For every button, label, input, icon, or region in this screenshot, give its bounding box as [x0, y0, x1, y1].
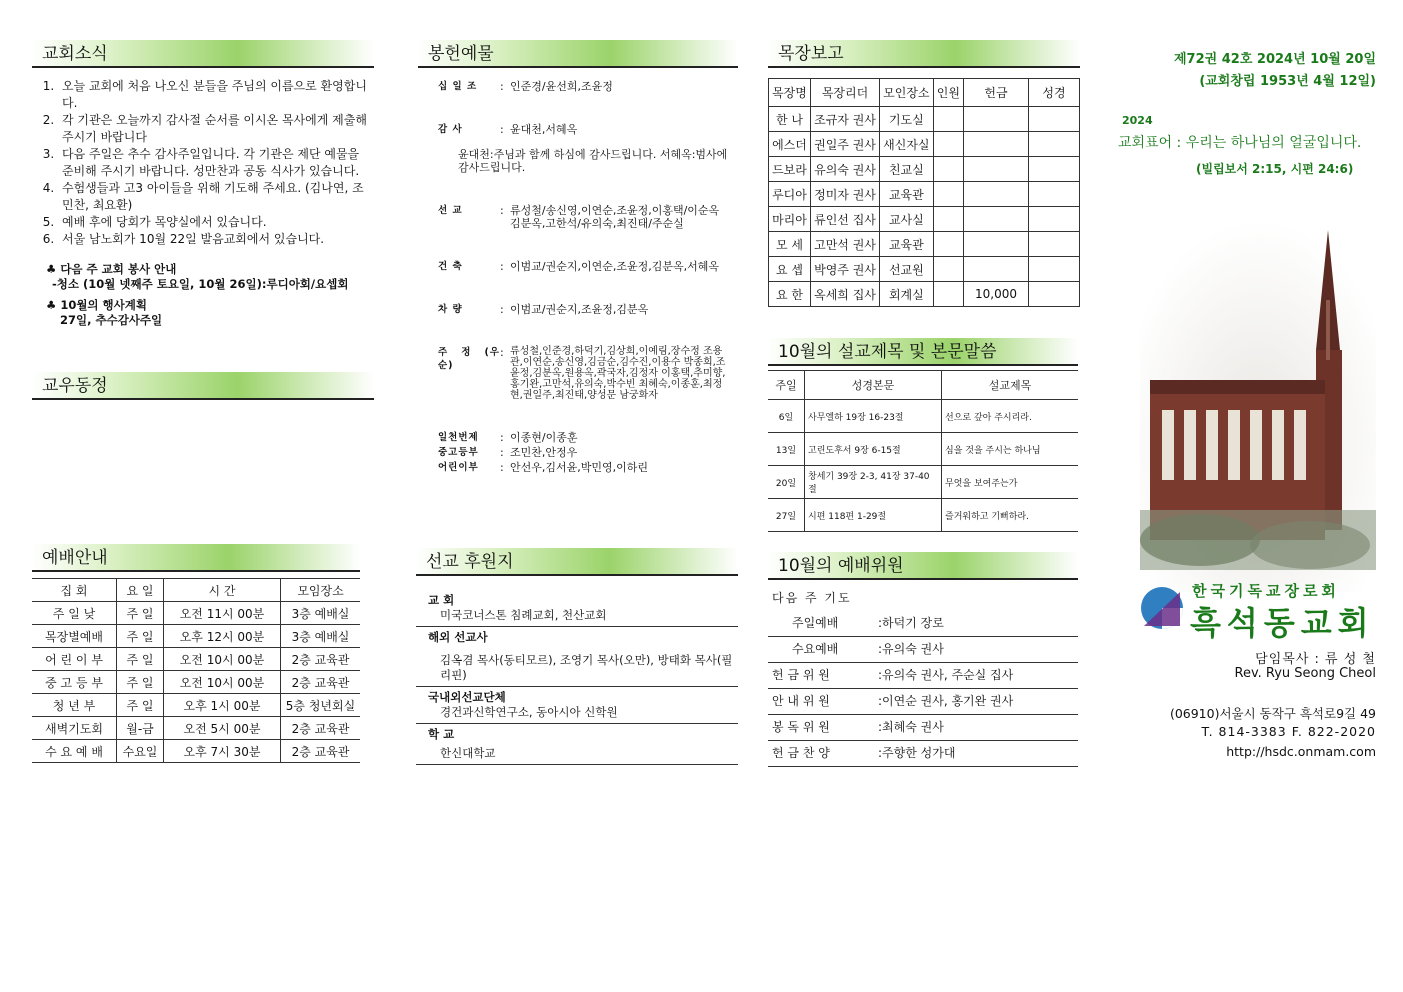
table-row	[32, 625, 360, 648]
cell: 5층 청년회실	[281, 694, 361, 717]
cell: 오후 12시 00분	[164, 625, 281, 648]
cell: 주 일	[117, 625, 164, 648]
cell: 드보라	[769, 157, 811, 182]
mission-group-head: 교 회	[428, 593, 455, 607]
founded-line: (교회창립 1953년 4월 12일)	[1199, 74, 1376, 89]
cell	[964, 107, 1029, 132]
worship-table	[32, 578, 360, 763]
cell: 권일주 권사	[810, 132, 879, 157]
duty-label: 수요예배	[792, 642, 839, 656]
worship-duty-section	[768, 552, 1078, 767]
cell: 어 린 이 부	[32, 648, 117, 671]
offering-label: 차 량	[438, 304, 463, 315]
cell	[933, 132, 963, 157]
cell	[1029, 132, 1080, 157]
sermons-section	[768, 338, 1078, 532]
column-header: 목장명	[769, 79, 811, 107]
cell	[933, 282, 963, 307]
duty-label: 헌 금 찬 양	[772, 746, 830, 760]
notice-heading: ♣ 다음 주 교회 봉사 안내	[46, 262, 177, 276]
cell	[933, 257, 963, 282]
cell: 교육관	[880, 232, 934, 257]
member-news-section	[32, 372, 374, 400]
list-item: 1. 오늘 교회에 처음 나오신 분들을 주님의 이름으로 환영합니다.	[58, 78, 374, 112]
offering-label: 어린이부	[438, 462, 479, 473]
section-title: 목장보고	[778, 44, 844, 64]
table-row	[32, 717, 360, 740]
cell: 회계실	[880, 282, 934, 307]
duty-value: 주향한 성가대	[882, 746, 956, 760]
cell: 13일	[768, 433, 805, 466]
section-title: 봉헌예물	[428, 44, 494, 64]
offering-value: 안선우,김서윤,박민영,이하린	[510, 461, 649, 474]
section-header	[32, 372, 374, 400]
duty-value: 유의숙 권사, 주순실 집사	[882, 668, 1014, 682]
cell: 류인선 집사	[810, 207, 879, 232]
cell: 옥세희 집사	[810, 282, 879, 307]
shepherd-report-section	[768, 40, 1080, 307]
section-title: 예배안내	[42, 548, 108, 568]
table-header-row	[769, 79, 1080, 107]
cell: 오후 7시 30분	[164, 740, 281, 763]
cell: 주 일	[117, 671, 164, 694]
cell: 에스더	[769, 132, 811, 157]
cell: 오전 10시 00분	[164, 648, 281, 671]
mission-list	[416, 590, 738, 765]
motto: 교회표어 : 우리는 하나님의 얼굴입니다.	[1118, 135, 1362, 151]
table-row	[768, 400, 1078, 433]
cell	[964, 157, 1029, 182]
table-row	[769, 132, 1080, 157]
cell: 선교원	[880, 257, 934, 282]
list-item: 2. 각 기관은 오늘까지 감사절 순서를 이시온 목사에게 제출해 주시기 바랍니다	[58, 112, 374, 146]
column-header: 성경본문	[805, 371, 942, 400]
motto-verse: (빌립보서 2:15, 시편 24:6)	[1196, 162, 1354, 176]
table-header-row	[32, 579, 360, 602]
section-header	[768, 338, 1078, 366]
cell: 요 한	[769, 282, 811, 307]
pastor-en: Rev. Ryu Seong Cheol	[1234, 666, 1376, 681]
table-row	[769, 157, 1080, 182]
offering-label: 선 교	[438, 205, 463, 216]
table-row	[32, 648, 360, 671]
cell: 월-금	[117, 717, 164, 740]
cell: 교사실	[880, 207, 934, 232]
cell	[1029, 157, 1080, 182]
section-header	[416, 548, 738, 576]
cell: 박영주 권사	[810, 257, 879, 282]
column-header: 시 간	[164, 579, 281, 602]
cell	[933, 107, 963, 132]
cell: 주 일 낮	[32, 602, 117, 625]
section-header	[32, 544, 360, 572]
cell: 3층 예배실	[281, 602, 361, 625]
worship-guide-section	[32, 544, 360, 763]
cell	[1029, 107, 1080, 132]
cell	[964, 132, 1029, 157]
cell: 정미자 권사	[810, 182, 879, 207]
table-header-row	[768, 371, 1078, 400]
table-row	[769, 207, 1080, 232]
cell: 루디아	[769, 182, 811, 207]
motto-year: 2024	[1122, 114, 1153, 127]
offering-note: 윤대천:주님과 함께 하심에 감사드립니다. 서혜옥:범사에 감사드립니다.	[458, 148, 728, 174]
column-header: 인원	[933, 79, 963, 107]
mission-group-head: 학 교	[428, 727, 455, 741]
notice-body: -청소 (10월 넷째주 토요일, 10월 26일):루디아회/요셉회	[52, 277, 349, 291]
cell: 20일	[768, 466, 805, 499]
cell: 2층 교육관	[281, 648, 361, 671]
column-header: 목장리더	[810, 79, 879, 107]
offering-value: 류성철/송신영,이연순,조윤정,이홍택/이순옥 김분옥,고한석/유의숙,최진태/주순실	[510, 204, 720, 230]
news-list	[32, 78, 374, 248]
cell: 시편 118편 1-29절	[805, 499, 942, 532]
church-name: 흑석동교회	[1190, 604, 1375, 642]
duty-label: 봉 독 위 원	[772, 720, 830, 734]
cell: 청 년 부	[32, 694, 117, 717]
duty-list: 다음 주 기도 주일예배 : 하덕기 장로 수요예배 : 유의숙 권사 헌 금 위 원 : 유의숙 권사, 주순실 집사 안 내 위 원 : 이연순 권사, 홍기완 권사 봉 독 위 원 : 최혜숙 권사 헌 금 찬 양 : 주향한 성가대	[768, 586, 1078, 767]
duty-label: 주일예배	[792, 616, 839, 630]
column-header: 모인장소	[880, 79, 934, 107]
cell: 6일	[768, 400, 805, 433]
cell: 수 요 예 배	[32, 740, 117, 763]
offerings-list: 십 일 조 : 인준경/윤선희,조윤정 감 사 : 윤대천,서혜옥 윤대천:주님과 함께 하심에 감사드립니다. 서혜옥:범사에 감사드립니다. 선 교 : 류성철/송신영,이연순,조윤정,이홍택/이순옥 김분옥,고한석/유의숙,최진태/주순실 건 축 : 이범교/권순지,이연순,조윤정,김분옥,서혜옥 차 량 : 이범교/권순지,조윤정,김분옥 주 정 (우 순) : 류성철,인준경,하덕기,김상희,이예림,장수정 조용관,이연순,송신영,김금순,김수진,이용수 박종희,조윤정,김분옥,원용옥,곽국자,김정자 이홍택,추미향,홍기완,고만석,유의숙,박수빈 최혜숙,이종훈,최정현,권일주,최진태,양성문 남궁화자 일천번제 : 이종현/이종훈 중고등부 : 조민찬,안정우 어린이부 : 안선우,김서윤,박민영,이하린	[438, 80, 728, 474]
section-title: 교우동정	[42, 376, 108, 396]
mission-group-body: 경건과신학연구소, 동아시아 신학원	[416, 705, 738, 724]
cell: 새신자실	[880, 132, 934, 157]
cell: 요 셉	[769, 257, 811, 282]
table-row	[769, 107, 1080, 132]
table-row	[769, 257, 1080, 282]
duty-value: 이연순 권사, 홍기완 권사	[882, 694, 1014, 708]
column-header: 요 일	[117, 579, 164, 602]
table-row	[769, 182, 1080, 207]
table-row	[768, 499, 1078, 532]
cell: 친교실	[880, 157, 934, 182]
mission-group-body: 미국코너스톤 침례교회, 천산교회	[416, 608, 738, 627]
cell	[964, 232, 1029, 257]
denomination: 한국기독교장로회	[1192, 582, 1340, 600]
section-title: 선교 후원지	[426, 552, 514, 572]
cell: 오전 5시 00분	[164, 717, 281, 740]
list-item: 4. 수험생들과 고3 아이들을 위해 기도해 주세요. (김나연, 조민찬, 최요환)	[58, 180, 374, 214]
section-header	[418, 40, 738, 68]
duty-label: 헌 금 위 원	[772, 668, 830, 682]
cell	[1029, 232, 1080, 257]
cell: 27일	[768, 499, 805, 532]
mission-group-head: 국내외선교단체	[428, 690, 506, 704]
cell	[964, 207, 1029, 232]
cell: 고린도후서 9장 6-15절	[805, 433, 942, 466]
notice-body: 27일, 추수감사주일	[60, 313, 163, 327]
cell: 2층 교육관	[281, 740, 361, 763]
offering-label: 십 일 조	[438, 81, 478, 92]
sermons-table	[768, 370, 1078, 532]
offering-label: 건 축	[438, 261, 463, 272]
offering-value: 윤대천,서혜옥	[510, 123, 578, 136]
issue-line: 제72권 42호 2024년 10월 20일	[1174, 52, 1376, 67]
offering-value: 이범교/권순지,이연순,조윤정,김분옥,서혜옥	[510, 260, 719, 273]
cell: 모 세	[769, 232, 811, 257]
section-title: 10월의 예배위원	[778, 556, 904, 576]
offerings-section	[418, 40, 738, 474]
cell: 2층 교육관	[281, 671, 361, 694]
cell: 오후 1시 00분	[164, 694, 281, 717]
cell: 2층 교육관	[281, 717, 361, 740]
table-row	[32, 671, 360, 694]
column-header: 모임장소	[281, 579, 361, 602]
shepherd-table	[768, 78, 1080, 307]
church-news-section	[32, 40, 374, 328]
cell: 오전 10시 00분	[164, 671, 281, 694]
table-row	[32, 740, 360, 763]
cell	[964, 257, 1029, 282]
cell: 3층 예배실	[281, 625, 361, 648]
cell	[1029, 182, 1080, 207]
column-header: 주일	[768, 371, 805, 400]
mission-group-body: 김옥겸 목사(동티모르), 조영기 목사(오만), 방태화 목사(필리핀)	[416, 645, 738, 687]
duty-value: 최혜숙 권사	[882, 720, 944, 734]
offering-label: 감 사	[438, 124, 463, 135]
offering-label: 주 정 (우 순)	[438, 347, 500, 371]
table-row	[769, 282, 1080, 307]
cell: 목장별예배	[32, 625, 117, 648]
table-row	[768, 466, 1078, 499]
list-item: 6. 서울 남노회가 10월 22일 발음교회에서 있습니다.	[58, 231, 374, 248]
section-header	[768, 552, 1078, 580]
cell: 교육관	[880, 182, 934, 207]
column-header: 집 회	[32, 579, 117, 602]
cell: 수요일	[117, 740, 164, 763]
cell	[933, 157, 963, 182]
notice-heading: ♣ 10월의 행사계획	[46, 298, 147, 312]
column-header: 헌금	[964, 79, 1029, 107]
pastor-kr: 담임목사 : 류 성 철	[1255, 652, 1376, 667]
phone: T. 814-3383 F. 822-2020	[1201, 724, 1376, 739]
table-row	[32, 694, 360, 717]
cell: 10,000	[964, 282, 1029, 307]
mission-group-head: 해외 선교사	[428, 630, 488, 644]
section-header	[32, 40, 374, 68]
cell: 심을 것을 주시는 하나님	[942, 433, 1079, 466]
cell: 주 일	[117, 694, 164, 717]
address: (06910)서울시 동작구 흑석로9길 49	[1169, 706, 1376, 721]
offering-value: 이범교/권순지,조윤정,김분옥	[510, 303, 649, 316]
column-header: 설교제목	[942, 371, 1079, 400]
column-header: 성경	[1029, 79, 1080, 107]
offering-value: 인준경/윤선희,조윤정	[510, 80, 613, 93]
offering-value: 류성철,인준경,하덕기,김상희,이예림,장수정 조용관,이연순,송신영,김금순,김수진,이용수 박종희,조윤정,김분옥,원용옥,곽국자,김정자 이홍택,추미향,홍기완,고만석,유의숙,박수빈 최혜숙,이종훈,최정현,권일주,최진태,양성문 남궁화자	[510, 346, 726, 401]
cell: 마리아	[769, 207, 811, 232]
list-item: 3. 다음 주일은 추수 감사주일입니다. 각 기관은 제단 예물을 준비해 주시기 바랍니다. 성만찬과 공동 식사가 있습니다.	[58, 146, 374, 180]
cell: 고만석 권사	[810, 232, 879, 257]
cell: 주 일	[117, 602, 164, 625]
website-link[interactable]: http://hsdc.onmam.com	[1226, 744, 1376, 759]
section-title: 10월의 설교제목 및 본문말씀	[778, 342, 997, 362]
mission-group-body: 한신대학교	[416, 742, 738, 765]
cell	[933, 182, 963, 207]
cell: 오전 11시 00분	[164, 602, 281, 625]
section-title: 교회소식	[42, 44, 108, 64]
cell: 창세기 39장 2-3, 41장 37-40절	[805, 466, 942, 499]
offering-value: 조민찬,안정우	[510, 446, 578, 459]
duty-label: 다음 주 기도	[772, 591, 852, 605]
cell: 중 고 등 부	[32, 671, 117, 694]
church-logo-icon	[1140, 586, 1184, 630]
list-item: 5. 예배 후에 당회가 목양실에서 있습니다.	[58, 214, 374, 231]
cell: 기도실	[880, 107, 934, 132]
cell: 조규자 권사	[810, 107, 879, 132]
cell: 선으로 갚아 주시리라.	[942, 400, 1079, 433]
table-row	[768, 433, 1078, 466]
cell	[1029, 282, 1080, 307]
cell	[933, 232, 963, 257]
duty-label: 안 내 위 원	[772, 694, 830, 708]
cell: 유의숙 권사	[810, 157, 879, 182]
cell	[933, 207, 963, 232]
table-row	[32, 602, 360, 625]
offering-label: 중고등부	[438, 447, 479, 458]
cell: 즐거워하고 기뻐하라.	[942, 499, 1079, 532]
table-row	[769, 232, 1080, 257]
cell: 사무엘하 19장 16-23절	[805, 400, 942, 433]
duty-value: 유의숙 권사	[882, 642, 944, 656]
church-photo	[1140, 220, 1376, 592]
section-header	[768, 40, 1080, 68]
cell	[1029, 207, 1080, 232]
duty-value: 하덕기 장로	[882, 616, 944, 630]
offering-label: 일천번제	[438, 432, 479, 443]
cell: 한 나	[769, 107, 811, 132]
mission-section	[416, 548, 738, 765]
offering-value: 이종현/이종훈	[510, 431, 578, 444]
cell	[1029, 257, 1080, 282]
cell: 주 일	[117, 648, 164, 671]
cell: 무엇을 보여주는가	[942, 466, 1079, 499]
cell: 새벽기도회	[32, 717, 117, 740]
cell	[964, 182, 1029, 207]
